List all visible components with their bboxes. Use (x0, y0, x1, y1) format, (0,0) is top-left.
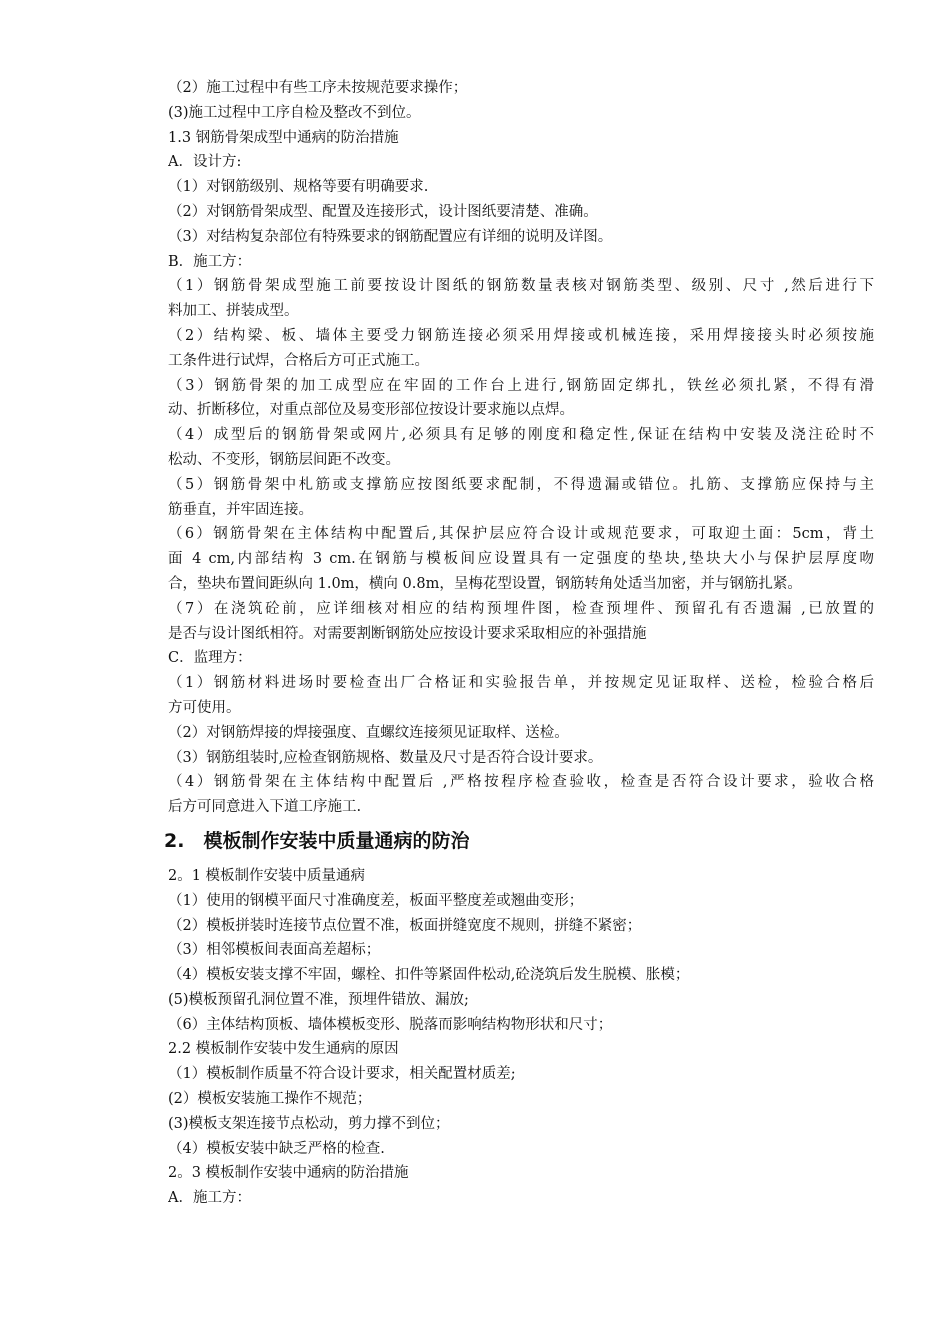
text-line: （6）主体结构顶板、墙体模板变形、脱落而影响结构物形状和尺寸； (168, 1016, 613, 1033)
text-line: (3)施工过程中工序自检及整改不到位。 (168, 104, 421, 121)
text-line: （1）钢筋材料进场时要检查出厂合格证和实验报告单，并按规定见证取样、送检，检验合格后 (168, 675, 874, 692)
text-line: （1）模板制作质量不符合设计要求，相关配置材质差; (168, 1066, 516, 1083)
paragraph (168, 721, 874, 746)
party-label-construction: B．施工方： (168, 253, 252, 270)
text-line: （3）钢筋骨架的加工成型应在牢固的工作台上进行,钢筋固定绑扎，铁丝必须扎紧，不得有滑 (168, 377, 874, 394)
paragraph (168, 473, 874, 523)
text-line: （3）钢筋组装时,应检查钢筋规格、数量及尺寸是否符合设计要求。 (168, 749, 603, 766)
paragraph (168, 274, 874, 324)
paragraph (168, 374, 874, 424)
text-line: （1）钢筋骨架成型施工前要按设计图纸的钢筋数量表核对钢筋类型、级别、尺寸 ,然后进行下 (168, 278, 874, 295)
text-line: （4）模板安装支撑不牢固，螺栓、扣件等紧固件松动,砼浇筑后发生脱模、胀模； (168, 967, 690, 984)
text-line: 工条件进行试焊，合格后方可正式施工。 (168, 352, 429, 369)
text-line: 后方可同意进入下道工序施工. (168, 799, 362, 816)
text-line: 料加工、拼装成型。 (168, 303, 299, 320)
text-line: 松动、不变形，钢筋层间距不改变。 (168, 451, 400, 468)
paragraph (168, 746, 874, 771)
text-line: （5）钢筋骨架中札筋或支撑筋应按图纸要求配制，不得遗漏或错位。扎筋、支撑筋应保持与主 (168, 476, 874, 493)
text-line: （6）钢筋骨架在主体结构中配置后,其保护层应符合设计或规范要求，可取迎土面：5cm，背土 (168, 526, 874, 543)
party-label-design: A．设计方: (168, 154, 242, 171)
party-label-construction: A．施工方： (168, 1190, 251, 1207)
paragraph (168, 324, 874, 374)
paragraph (168, 522, 874, 596)
text-line: （1）使用的钢模平面尺寸准确度差，板面平整度差或翘曲变形； (168, 892, 584, 909)
section-title: 1.3 钢筋骨架成型中通病的防治措施 (168, 129, 399, 146)
text-line: （2）对钢筋焊接的焊接强度、直螺纹连接须见证取样、送检。 (168, 724, 569, 741)
text-line: 合，垫块布置间距纵向 1.0m，横向 0.8m，呈梅花型设置，钢筋转角处适当加密，并与钢筋扎紧。 (168, 575, 802, 592)
text-line: 面 4 cm,内部结构 3 cm.在钢筋与模板间应设置具有一定强度的垫块,垫块大小与保护层厚度吻 (168, 551, 874, 568)
text-line: （2）结构梁、板、墙体主要受力钢筋连接必须采用焊接或机械连接，采用焊接接头时必须按施 (168, 327, 874, 344)
text-line: （2）模板拼装时连接节点位置不准，板面拼缝宽度不规则，拼缝不紧密； (168, 917, 642, 934)
text-line: （2）施工过程中有些工序未按规范要求操作； (168, 80, 468, 96)
text-line: 动、折断移位，对重点部位及易变形部位按设计要求施以点焊。 (168, 402, 574, 419)
text-line: （4）钢筋骨架在主体结构中配置后 ,严格按程序检查验收，检查是否符合设计要求，验收合格 (168, 774, 874, 791)
section-title: 2.2 模板制作安装中发生通病的原因 (168, 1041, 399, 1058)
document-body (164, 76, 874, 1211)
section-title: 2。1 模板制作安装中质量通病 (168, 867, 366, 884)
section-title: 2。3 模板制作安装中通病的防治措施 (168, 1165, 409, 1182)
text-line: （4）模板安装中缺乏严格的检查. (168, 1140, 385, 1157)
text-line: （4）成型后的钢筋骨架或网片,必须具有足够的刚度和稳定性,保证在结构中安装及浇注砼时不 (168, 427, 874, 444)
text-line: （7）在浇筑砼前，应详细核对相应的结构预埋件图，检查预埋件、预留孔有否遗漏 ,已放置的 (168, 600, 874, 617)
text-line: 方可使用。 (168, 699, 241, 716)
party-label-supervision: C．监理方： (168, 650, 252, 667)
chapter-heading: 2. 模板制作安装中质量通病的防治 (164, 829, 470, 852)
paragraph (168, 423, 874, 473)
text-line: (2）模板安装施工操作不规范； (168, 1091, 372, 1108)
paragraph (168, 671, 874, 721)
text-line: （2）对钢筋骨架成型、配置及连接形式，设计图纸要清楚、准确。 (168, 203, 598, 220)
text-line: （1）对钢筋级别、规格等要有明确要求. (168, 179, 429, 196)
text-line: 筋垂直，并牢固连接。 (168, 501, 313, 518)
text-line: (5)模板预留孔洞位置不准，预埋件错放、漏放; (168, 991, 469, 1008)
text-line: （3）对结构复杂部位有特殊要求的钢筋配置应有详细的说明及详图。 (168, 228, 613, 245)
paragraph (168, 597, 874, 647)
paragraph (168, 770, 874, 820)
text-line: （3）相邻模板间表面高差超标； (168, 942, 381, 959)
text-line: 是否与设计图纸相符。对需要割断钢筋处应按设计要求采取相应的补强措施 (168, 625, 647, 642)
text-line: (3)模板支架连接节点松动，剪力撑不到位； (168, 1115, 450, 1132)
